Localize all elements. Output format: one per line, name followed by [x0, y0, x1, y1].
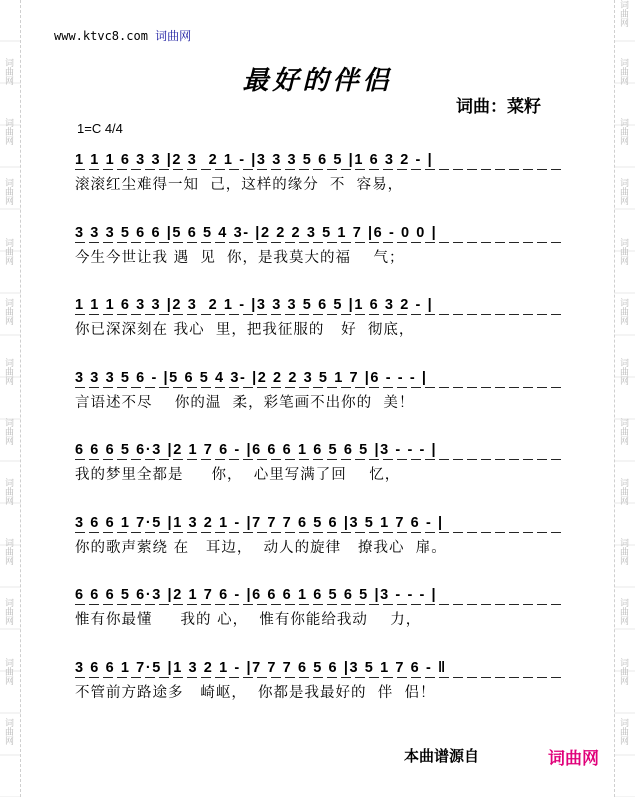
score-row: [75, 148, 565, 221]
footer-source: 本曲谱源自: [404, 747, 480, 765]
side-watermark: 词曲网: [618, 358, 628, 385]
side-watermark: 词曲网: [618, 418, 628, 445]
side-watermark: 词曲网: [618, 58, 628, 85]
notation-line: 6 6 6 5 6·3 |2 1 7 6 - |6 6 6 1 6 5 6 5 |3 - - - |: [75, 583, 565, 607]
score-row: [75, 221, 565, 294]
side-watermark: 词曲网: [618, 478, 628, 505]
side-watermark: 词曲网: [618, 238, 628, 265]
side-watermark: 词曲网: [618, 178, 628, 205]
lyrics-line: 言语述不尽 你的温 柔，彩笔画不出你的 美！: [75, 394, 415, 411]
side-watermark: 词曲网: [3, 358, 13, 385]
notation-line: 3 3 3 5 6 6 |5 6 5 4 3- |2 2 2 3 5 1 7 |6 - 0 0 |: [75, 221, 565, 245]
side-watermark: 词曲网: [618, 718, 628, 745]
side-watermark: 词曲网: [618, 298, 628, 325]
notation-line: 3 6 6 1 7·5 |1 3 2 1 - |7 7 7 6 5 6 |3 5 1 7 6 - ‖: [75, 656, 565, 680]
score-row: [75, 293, 565, 366]
score: [75, 148, 565, 728]
site-url[interactable]: www.ktvc8.com: [54, 29, 148, 43]
side-watermark: 词曲网: [3, 418, 13, 445]
notation-line: 1 1 1 6 3 3 |2 3 2 1 - |3 3 3 5 6 5 |1 6 3 2 - |: [75, 293, 565, 317]
lyrics-line: 惟有你最懂 我的 心， 惟有你能给我动 力，: [75, 612, 422, 628]
site-header: [54, 27, 191, 44]
side-watermark: 词曲网: [3, 598, 13, 625]
side-watermark: 词曲网: [3, 658, 13, 685]
side-watermark: 词曲网: [618, 538, 628, 565]
side-watermark: 词曲网: [3, 178, 13, 205]
lyrics-line: 今生今世让我 遇 见 你，是我莫大的福 气；: [75, 249, 405, 266]
song-title: 最好的伴侣: [242, 66, 393, 96]
score-row: [75, 511, 565, 584]
score-row: [75, 438, 565, 511]
side-watermark: 词曲网: [3, 238, 13, 265]
notation-line: 3 6 6 1 7·5 |1 3 2 1 - |7 7 7 6 5 6 |3 5 1 7 6 - |: [75, 511, 565, 535]
lyrics-line: 滚滚红尘难得一知 己，这样的缘分 不 容易，: [75, 177, 404, 193]
lyrics-line: 你的歌声萦绕 在 耳边， 动人的旋律 撩我心 扉。: [75, 539, 447, 556]
score-row: [75, 583, 565, 656]
side-watermark: 词曲网: [618, 118, 628, 145]
side-watermark: 词曲网: [3, 538, 13, 565]
key-signature: 1=C 4/4: [77, 121, 123, 136]
side-watermark: 词曲网: [618, 658, 628, 685]
site-name[interactable]: 词曲网: [155, 29, 192, 43]
side-watermark: 词曲网: [3, 58, 13, 85]
side-watermark: 词曲网: [3, 298, 13, 325]
score-row: [75, 656, 565, 729]
song-credit: 词曲：菜籽: [456, 97, 541, 117]
notation-line: 6 6 6 5 6·3 |2 1 7 6 - |6 6 6 1 6 5 6 5 |3 - - - |: [75, 438, 565, 462]
notation-line: 3 3 3 5 6 - |5 6 5 4 3- |2 2 2 3 5 1 7 |6 - - - |: [75, 366, 565, 390]
side-watermark: 词曲网: [618, 598, 628, 625]
side-watermark: 词曲网: [3, 478, 13, 505]
side-watermark: 词曲网: [3, 718, 13, 745]
footer-brand-link[interactable]: 词曲网: [548, 749, 599, 769]
score-row: [75, 366, 565, 439]
left-border-strip: [0, 0, 21, 797]
right-border-strip: [614, 0, 635, 797]
lyrics-line: 不管前方路途多 崎岖， 你都是我最好的 伴 侣！: [75, 684, 436, 701]
lyrics-line: 我的梦里全都是 你， 心里写满了回 忆，: [75, 467, 401, 483]
side-watermark: 词曲网: [3, 118, 13, 145]
notation-line: 1 1 1 6 3 3 |2 3 2 1 - |3 3 3 5 6 5 |1 6 3 2 - |: [75, 148, 565, 172]
side-watermark: 词曲网: [618, 0, 628, 27]
lyrics-line: 你已深深刻在 我心 里，把我征服的 好 彻底，: [75, 322, 415, 338]
